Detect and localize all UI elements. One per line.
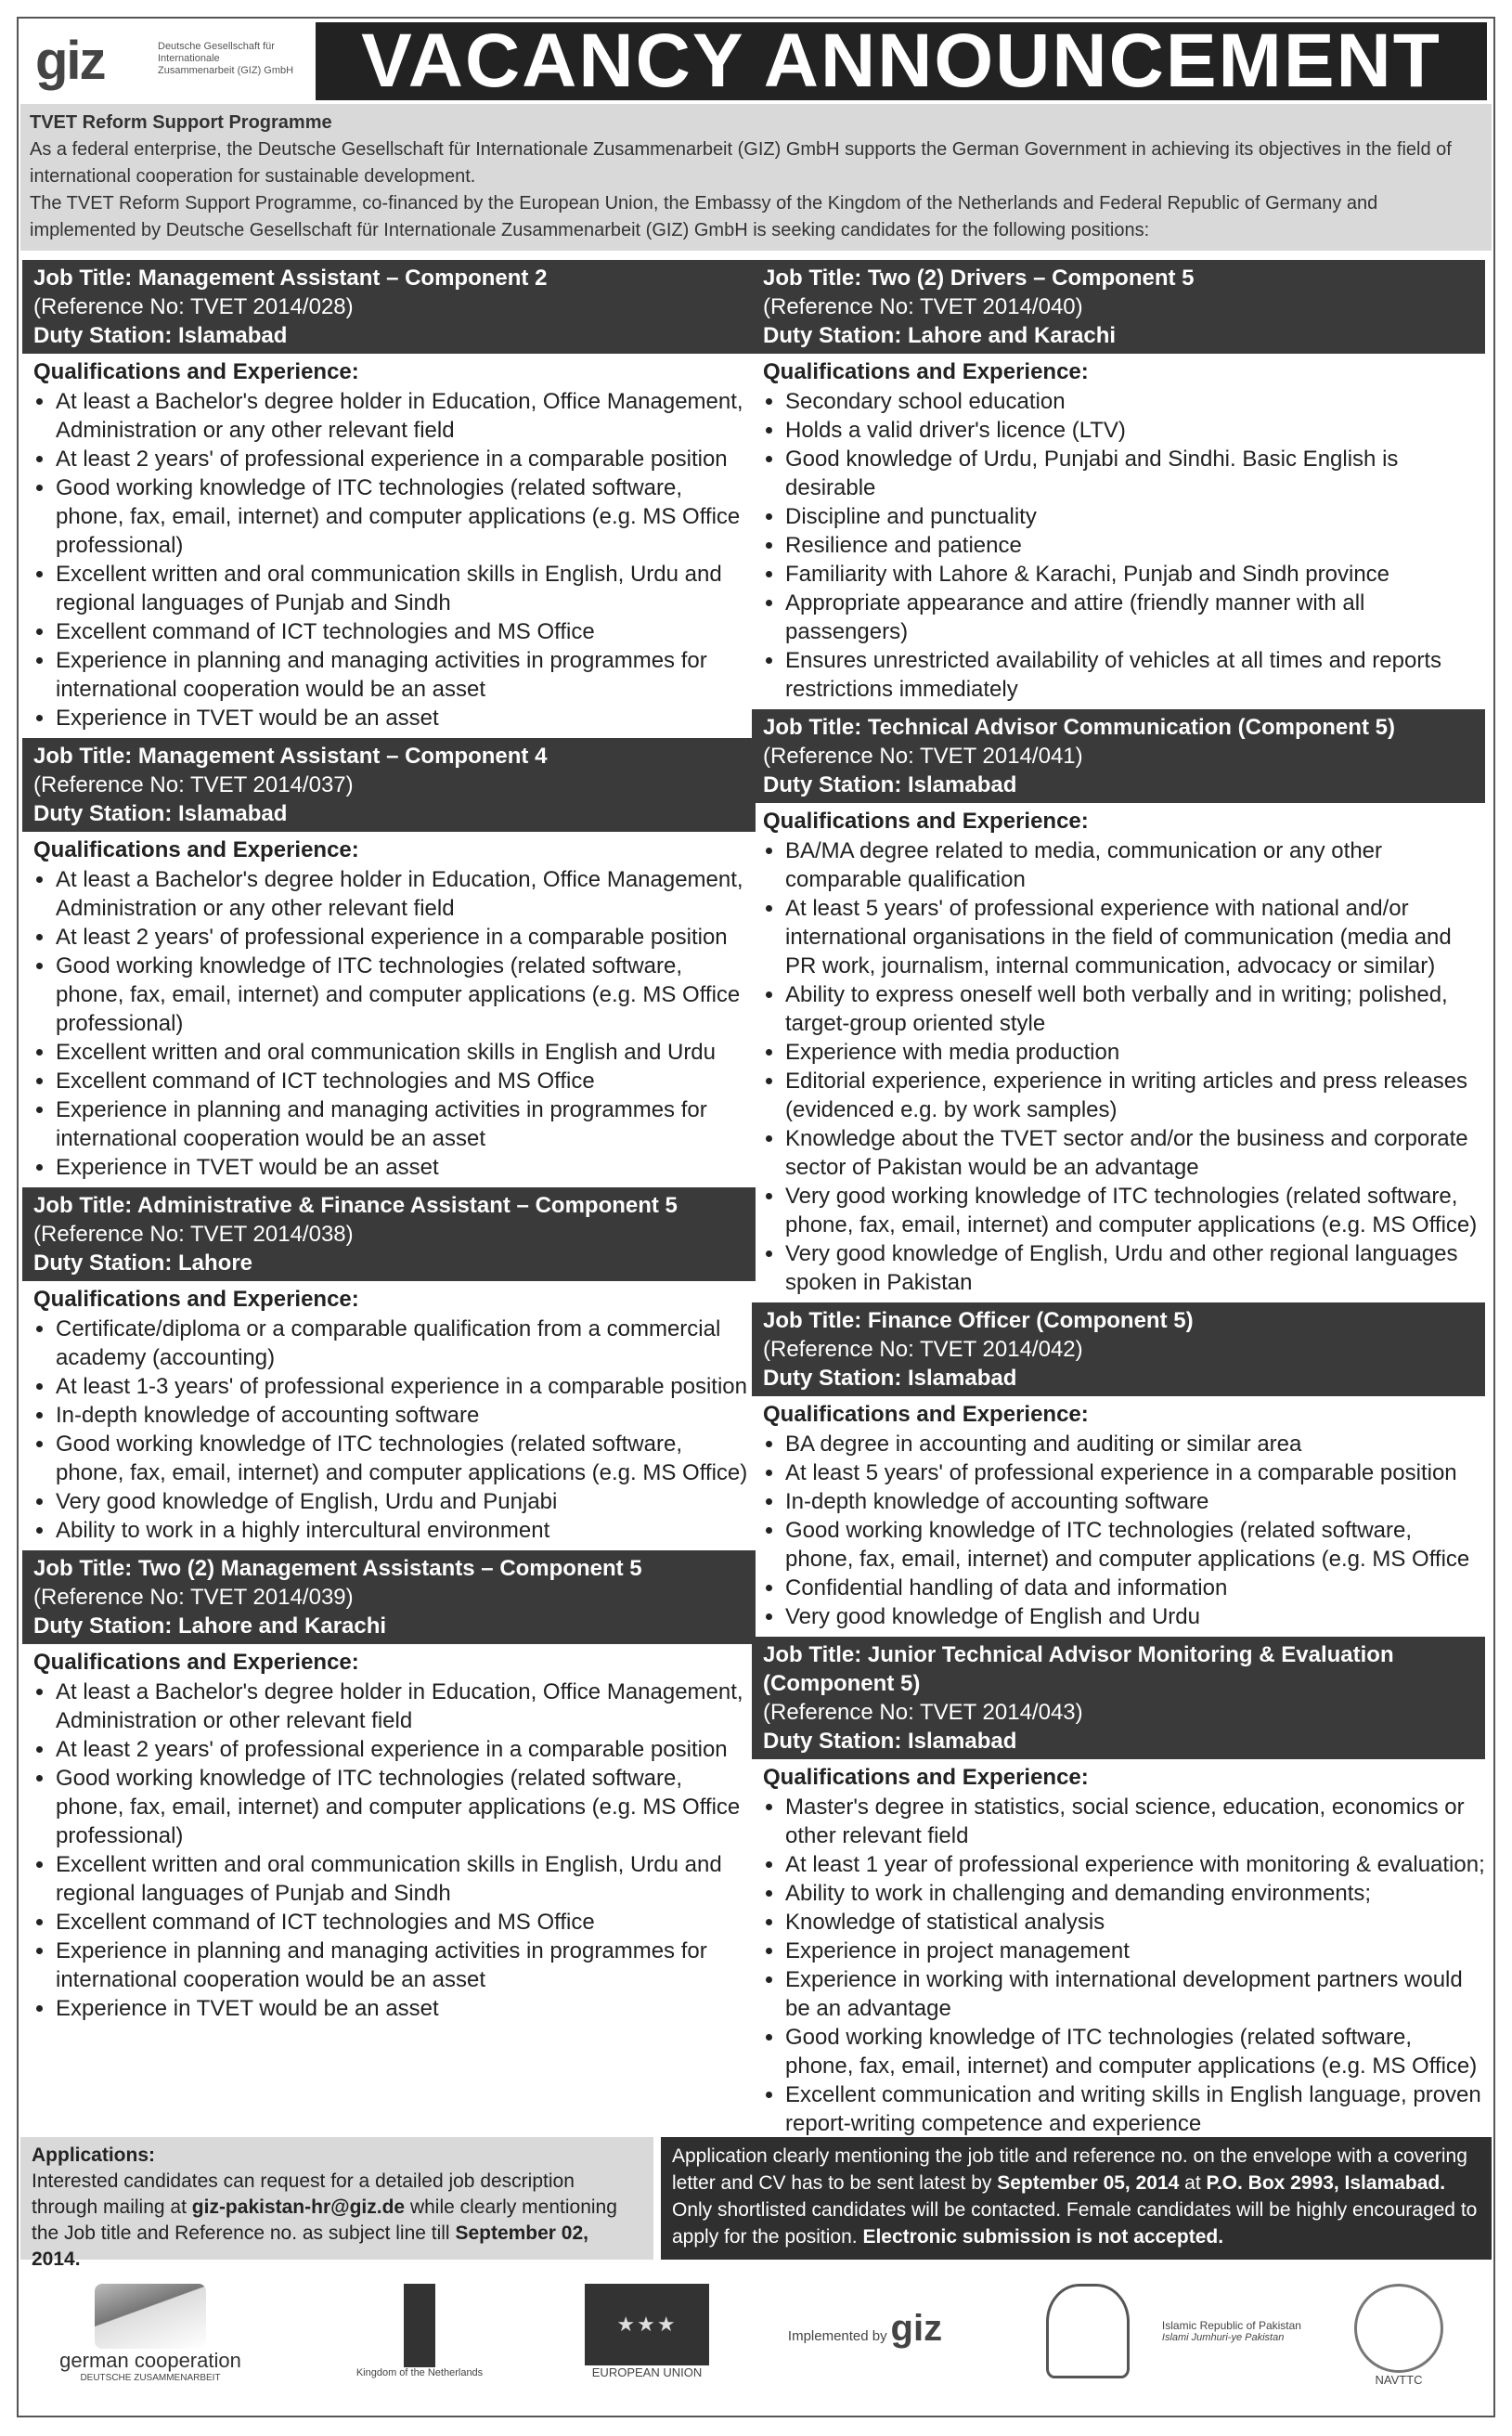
intro-paragraph-2: The TVET Reform Support Programme, co-financed by the European Union, the Embassy of the Kingdom of the Netherlands and Federal Republic of Germany and implemented by Deutsche Gesellschaft für Internationale Zusammenarbeit (GIZ) GmbH is seeking candidates for the following positions: [30, 193, 1378, 240]
list-item: • Knowledge about the TVET sector and/or the business and corporate sector of Pakistan would be an advantage [785, 1124, 1485, 1182]
pakistan-emblem-icon [1046, 2284, 1130, 2378]
qualifications-list [752, 1793, 1485, 2138]
qualifications-list [22, 865, 756, 1182]
list-item: • At least 2 years' of professional experience in a comparable position [56, 445, 756, 473]
submission-text-1: Application clearly mentioning the job title and reference no. on the envelope with a covering letter and CV has to be sent latest by [672, 2145, 1467, 2194]
list-item: • Very good working knowledge of ITC technologies (related software, phone, fax, email, internet) and computer applications (e.g. MS Office) [785, 1182, 1485, 1239]
qualifications-heading: Qualifications and Experience: [763, 809, 1089, 834]
list-item: • Good working knowledge of ITC technologies (related software, phone, fax, email, internet) and computer applications (e.g. MS Office) [785, 2023, 1485, 2080]
list-item: • Experience in planning and managing activities in programmes for international cooperation would be an asset [56, 1937, 756, 1994]
duty-station: Duty Station: Islamabad [763, 1366, 1017, 1391]
german-flag-icon [95, 2284, 206, 2349]
qualifications-list [22, 1678, 756, 2023]
list-item: • Ability to express oneself well both verbally and in writing; polished, target-group oriented style [785, 980, 1485, 1038]
qualifications-heading: Qualifications and Experience: [763, 1402, 1089, 1427]
netherlands-text: Kingdom of the Netherlands [355, 2367, 484, 2378]
qualifications-list [752, 387, 1485, 704]
duty-station: Duty Station: Islamabad [763, 1729, 1017, 1754]
job-posting [22, 260, 756, 732]
navttc-logo [1338, 2284, 1459, 2387]
request-deadline: September 02, 2014. [32, 2222, 589, 2270]
qualifications-list [22, 387, 756, 732]
applications-heading: Applications: [32, 2144, 156, 2166]
list-item: • Experience in working with international development partners would be an advantage [785, 1965, 1485, 2023]
list-item: • Holds a valid driver's licence (LTV) [785, 416, 1485, 445]
page-title: VACANCY ANNOUNCEMENT [316, 22, 1487, 100]
applications-right [661, 2137, 1492, 2260]
list-item: • Good working knowledge of ITC technologies (related software, phone, fax, email, internet) and computer applications (e.g. MS Office [785, 1516, 1485, 1574]
giz-footer-logo: giz [890, 2308, 943, 2349]
job-title: Job Title: Finance Officer (Component 5) [763, 1308, 1194, 1333]
pakistan-sub: Islami Jumhuri-ye Pakistan [1161, 2332, 1285, 2343]
list-item: • Experience in TVET would be an asset [56, 1994, 756, 2023]
list-item: • Knowledge of statistical analysis [785, 1908, 1485, 1937]
list-item: • Very good knowledge of English, Urdu and other regional languages spoken in Pakistan [785, 1239, 1485, 1297]
netherlands-emblem-icon [404, 2284, 435, 2367]
list-item: • Editorial experience, experience in writing articles and press releases (evidenced e.g. by work samples) [785, 1067, 1485, 1124]
list-item: • Experience in planning and managing activities in programmes for international cooperation would be an asset [56, 1095, 756, 1153]
list-item: • Experience in TVET would be an asset [56, 704, 756, 732]
electronic-note: Electronic submission is not accepted. [862, 2226, 1224, 2248]
list-item: • Discipline and punctuality [785, 502, 1485, 531]
navttc-emblem-icon [1354, 2284, 1443, 2373]
applications-text [32, 2169, 642, 2273]
job-title: Job Title: Administrative & Finance Assistant – Component 5 [33, 1193, 678, 1218]
qualifications-heading: Qualifications and Experience: [33, 359, 359, 384]
list-item: • BA/MA degree related to media, communication or any other comparable qualification [785, 836, 1485, 894]
submission-deadline: September 05, 2014 [997, 2172, 1180, 2194]
programme-name: TVET Reform Support Programme [30, 112, 332, 133]
job-reference: (Reference No: TVET 2014/038) [33, 1222, 354, 1247]
applications-text-1: Interested candidates can request for a detailed job description through mailing at [32, 2170, 575, 2218]
list-item: • Secondary school education [785, 387, 1485, 416]
list-item: • Master's degree in statistics, social science, education, economics or other relevant field [785, 1793, 1485, 1850]
list-item: • Appropriate appearance and attire (friendly manner with all passengers) [785, 589, 1485, 646]
qualifications-list [752, 1430, 1485, 1631]
list-item: • At least 5 years' of professional experience with national and/or international organisations in the field of communication (media and PR work, journalism, internal communication, advocacy or similar) [785, 894, 1485, 980]
footer-logos [20, 2265, 1492, 2414]
qualifications-list [22, 1315, 756, 1545]
job-reference: (Reference No: TVET 2014/039) [33, 1585, 354, 1610]
intro-section [20, 104, 1492, 251]
right-column [752, 260, 1485, 2144]
list-item: • Excellent command of ICT technologies and MS Office [56, 1067, 756, 1095]
list-item: • Excellent command of ICT technologies and MS Office [56, 617, 756, 646]
list-item: • At least 2 years' of professional experience in a comparable position [56, 923, 756, 952]
netherlands-logo [308, 2284, 531, 2378]
list-item: • Very good knowledge of English, Urdu and Punjabi [56, 1487, 756, 1516]
job-reference: (Reference No: TVET 2014/043) [763, 1700, 1083, 1725]
submission-text-3: Only shortlisted candidates will be contacted. Female candidates will be highly encouraged to apply for the position. [672, 2199, 1478, 2248]
job-title: Job Title: Junior Technical Advisor Monitoring & Evaluation (Component 5) [763, 1642, 1394, 1696]
job-header [752, 709, 1485, 803]
job-posting [752, 1302, 1485, 1631]
list-item: • Experience in project management [785, 1937, 1485, 1965]
list-item: • Resilience and patience [785, 531, 1485, 560]
list-item: • In-depth knowledge of accounting software [785, 1487, 1485, 1516]
list-item: • At least 2 years' of professional experience in a comparable position [56, 1735, 756, 1764]
list-item: • Certificate/diploma or a comparable qualification from a commercial academy (accounting) [56, 1315, 756, 1372]
job-reference: (Reference No: TVET 2014/028) [33, 294, 354, 319]
giz-logo-subtitle: Deutsche Gesellschaft für Internationale Zusammenarbeit (GIZ) GmbH [158, 41, 294, 76]
duty-station: Duty Station: Islamabad [33, 801, 288, 826]
implemented-by-logo [726, 2308, 1004, 2350]
job-header [752, 260, 1485, 354]
job-reference: (Reference No: TVET 2014/042) [763, 1337, 1083, 1362]
list-item: • At least a Bachelor's degree holder in Education, Office Management, Administration or any other relevant field [56, 387, 756, 445]
duty-station: Duty Station: Lahore and Karachi [33, 1613, 387, 1639]
duty-station: Duty Station: Islamabad [763, 772, 1017, 797]
list-item: • Familiarity with Lahore & Karachi, Punjab and Sindh province [785, 560, 1485, 589]
job-reference: (Reference No: TVET 2014/037) [33, 772, 354, 797]
duty-station: Duty Station: Lahore and Karachi [763, 323, 1117, 348]
qualifications-heading: Qualifications and Experience: [763, 359, 1089, 384]
job-header [22, 1187, 756, 1281]
german-cooperation-text: german cooperation [59, 2349, 241, 2372]
list-item: • Ensures unrestricted availability of vehicles at all times and reports restrictions immediately [785, 646, 1485, 704]
implemented-text: Implemented by [787, 2328, 887, 2344]
job-posting [22, 738, 756, 1182]
list-item: • At least a Bachelor's degree holder in Education, Office Management, Administration or other relevant field [56, 1678, 756, 1735]
job-title: Job Title: Management Assistant – Component 2 [33, 266, 548, 291]
giz-logo [28, 24, 303, 98]
eu-text: EUROPEAN UNION [591, 2365, 703, 2379]
job-posting [752, 260, 1485, 704]
pakistan-logo [1023, 2284, 1301, 2378]
header [20, 20, 1492, 102]
left-column [22, 260, 756, 2028]
giz-logo-mark: giz [35, 31, 105, 91]
job-header [752, 1302, 1485, 1396]
job-title: Job Title: Technical Advisor Communication (Component 5) [763, 715, 1395, 740]
job-header [22, 738, 756, 832]
job-reference: (Reference No: TVET 2014/040) [763, 294, 1083, 319]
list-item: • Excellent communication and writing skills in English language, proven report-writing competence and experience [785, 2080, 1485, 2138]
applications-left [20, 2137, 653, 2270]
navttc-text: NAVTTC [1375, 2373, 1423, 2387]
list-item: • Excellent written and oral communication skills in English, Urdu and regional languages of Punjab and Sindh [56, 1850, 756, 1908]
list-item: • Good working knowledge of ITC technologies (related software, phone, fax, email, internet) and computer applications (e.g. MS Office professional) [56, 473, 756, 560]
job-posting [22, 1187, 756, 1545]
job-header [22, 1550, 756, 1644]
list-item: • At least 5 years' of professional experience in a comparable position [785, 1458, 1485, 1487]
german-cooperation-logo [48, 2284, 252, 2383]
list-item: • Experience with media production [785, 1038, 1485, 1067]
list-item: • Ability to work in a highly intercultural environment [56, 1516, 756, 1545]
job-title: Job Title: Management Assistant – Component 4 [33, 744, 548, 769]
list-item: • Very good knowledge of English and Urdu [785, 1602, 1485, 1631]
qualifications-list [752, 836, 1485, 1297]
german-cooperation-sub: DEUTSCHE ZUSAMMENARBEIT [80, 2373, 221, 2383]
job-reference: (Reference No: TVET 2014/041) [763, 744, 1083, 769]
applications-text-2: while clearly mentioning the Job title and Reference no. as subject line till [32, 2196, 617, 2244]
job-header [752, 1637, 1485, 1759]
qualifications-heading: Qualifications and Experience: [33, 1287, 359, 1312]
po-box: P.O. Box 2993, Islamabad. [1206, 2172, 1446, 2194]
job-posting [752, 1637, 1485, 2138]
job-posting [22, 1550, 756, 2023]
intro-paragraph-1: As a federal enterprise, the Deutsche Gesellschaft für Internationale Zusammenarbeit (GIZ) GmbH supports the German Government in achieving its objectives in the field of international cooperation for sustainable development. [30, 139, 1452, 187]
contact-email[interactable]: giz-pakistan-hr@giz.de [191, 2196, 406, 2218]
list-item: • Good knowledge of Urdu, Punjabi and Sindhi. Basic English is desirable [785, 445, 1485, 502]
list-item: • Good working knowledge of ITC technologies (related software, phone, fax, email, internet) and computer applications (e.g. MS Office) [56, 1430, 756, 1487]
list-item: • At least 1-3 years' of professional experience in a comparable position [56, 1372, 756, 1401]
job-title: Job Title: Two (2) Drivers – Component 5 [763, 266, 1195, 291]
list-item: • Experience in TVET would be an asset [56, 1153, 756, 1182]
qualifications-heading: Qualifications and Experience: [33, 1650, 359, 1675]
eu-logo [559, 2284, 735, 2379]
eu-flag-icon: ★★★ [585, 2284, 709, 2365]
job-header [22, 260, 756, 354]
list-item: • Experience in planning and managing activities in programmes for international cooperation would be an asset [56, 646, 756, 704]
list-item: • Excellent command of ICT technologies and MS Office [56, 1908, 756, 1937]
pakistan-text: Islamic Republic of Pakistan [1161, 2319, 1301, 2332]
duty-station: Duty Station: Islamabad [33, 323, 288, 348]
list-item: • In-depth knowledge of accounting software [56, 1401, 756, 1430]
duty-station: Duty Station: Lahore [33, 1250, 253, 1276]
list-item: • At least 1 year of professional experience with monitoring & evaluation; [785, 1850, 1485, 1879]
qualifications-heading: Qualifications and Experience: [33, 837, 359, 862]
list-item: • Excellent written and oral communication skills in English and Urdu [56, 1038, 756, 1067]
list-item: • Excellent written and oral communication skills in English, Urdu and regional languages of Punjab and Sindh [56, 560, 756, 617]
submission-text-2: at [1179, 2172, 1207, 2194]
job-title: Job Title: Two (2) Management Assistants – Component 5 [33, 1556, 642, 1581]
list-item: • Confidential handling of data and information [785, 1574, 1485, 1602]
list-item: • At least a Bachelor's degree holder in Education, Office Management, Administration or any other relevant field [56, 865, 756, 923]
qualifications-heading: Qualifications and Experience: [763, 1765, 1089, 1790]
list-item: • Good working knowledge of ITC technologies (related software, phone, fax, email, internet) and computer applications (e.g. MS Office professional) [56, 952, 756, 1038]
job-posting [752, 709, 1485, 1297]
list-item: • Ability to work in challenging and demanding environments; [785, 1879, 1485, 1908]
list-item: • BA degree in accounting and auditing or similar area [785, 1430, 1485, 1458]
list-item: • Good working knowledge of ITC technologies (related software, phone, fax, email, internet) and computer applications (e.g. MS Office professional) [56, 1764, 756, 1850]
